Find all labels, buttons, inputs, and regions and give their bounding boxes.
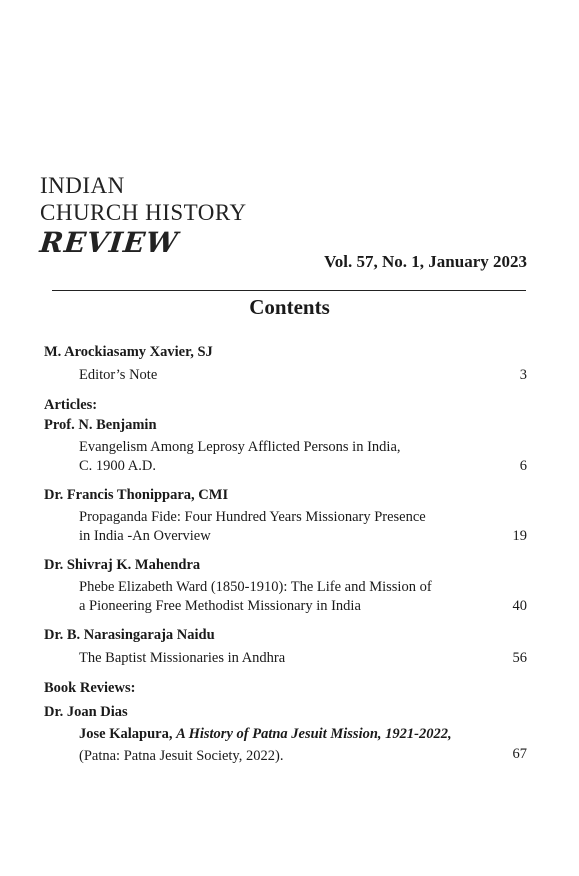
review-1-book-author: Jose Kalapura, [79,726,173,742]
issue-info: Vol. 57, No. 1, January 2023 [324,252,527,271]
journal-masthead [40,172,247,259]
article-2-page: 19 [512,528,527,544]
article-1-title-line-2: C. 1900 A.D. [79,458,156,474]
article-2-title-line-2: in India -An Overview [79,528,211,544]
divider-rule [52,290,526,291]
review-1-book-title: A History of Patna Jesuit Mission, 1921-2022, [176,726,452,742]
article-3-author: Dr. Shivraj K. Mahendra [44,557,201,573]
article-3-page: 40 [512,598,527,614]
review-1-author: Dr. Joan Dias [44,704,128,720]
editor-title: Editor’s Note [79,367,158,383]
review-1-page: 67 [512,746,527,762]
article-1-title-line-1: Evangelism Among Leprosy Afflicted Persons in India, [79,439,401,455]
editor-author: M. Arockiasamy Xavier, SJ [44,344,213,360]
review-1-book-line [79,726,452,743]
journal-title-line-2: CHURCH HISTORY [40,200,247,225]
journal-title-line-1: INDIAN [40,173,125,198]
article-1-page: 6 [519,458,527,474]
article-4-author: Dr. B. Narasingaraja Naidu [44,627,215,643]
article-1-author: Prof. N. Benjamin [44,417,157,433]
contents-heading: Contents [249,295,330,319]
article-3-title-line-2: a Pioneering Free Methodist Missionary in India [79,598,361,614]
book-reviews-heading: Book Reviews: [44,680,136,696]
article-4-title: The Baptist Missionaries in Andhra [79,650,286,666]
review-1-publisher: (Patna: Patna Jesuit Society, 2022). [79,748,284,764]
article-2-author: Dr. Francis Thonippara, CMI [44,487,229,503]
editor-page: 3 [519,367,527,383]
journal-title-line-3: REVIEW [38,226,181,259]
article-2-title-line-1: Propaganda Fide: Four Hundred Years Missionary Presence [79,509,426,525]
article-3-title-line-1: Phebe Elizabeth Ward (1850-1910): The Life and Mission of [79,579,432,595]
articles-heading: Articles: [44,397,98,413]
article-4-page: 56 [512,650,527,666]
